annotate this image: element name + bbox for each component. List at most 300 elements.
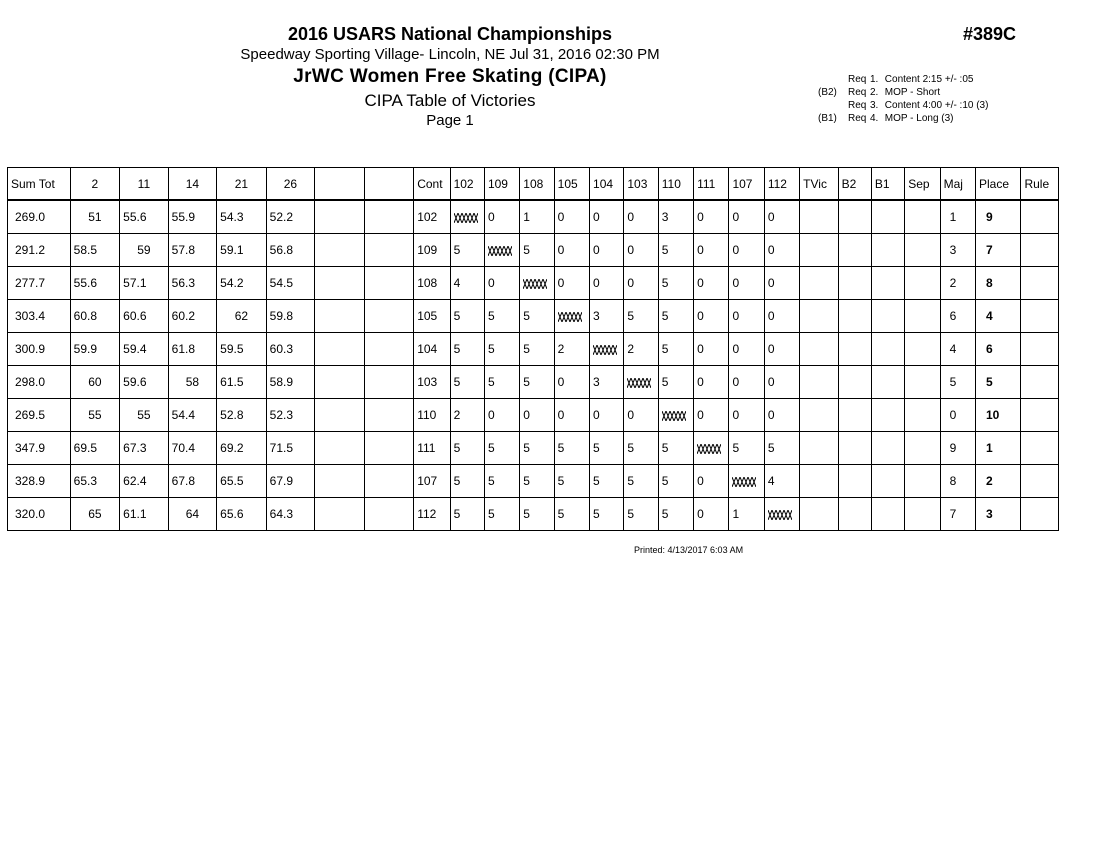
self-cell-mark (732, 474, 756, 488)
column-header: 112 (764, 168, 799, 201)
table-cell: 0 (590, 399, 624, 432)
table-cell (315, 465, 365, 498)
table-cell: 0 (764, 234, 799, 267)
table-cell: 112 (414, 498, 450, 531)
table-cell: 58.5 (70, 234, 120, 267)
table-cell: 104 (414, 333, 450, 366)
cross-mark-icon (627, 378, 651, 388)
table-cell: 0 (694, 465, 729, 498)
table-cell: 5 (658, 234, 693, 267)
table-cell: 0 (764, 300, 799, 333)
table-cell: 0 (484, 399, 519, 432)
table-cell: 0 (764, 399, 799, 432)
table-cell (315, 498, 365, 531)
table-cell (871, 300, 904, 333)
table-cell (315, 300, 365, 333)
table-cell: 62 (217, 300, 267, 333)
table-cell: 103 (414, 366, 450, 399)
column-header: Rule (1021, 168, 1059, 201)
table-cell: 0 (764, 267, 799, 300)
column-header: 111 (694, 168, 729, 201)
table-cell: 0 (694, 267, 729, 300)
table-cell (838, 399, 871, 432)
table-cell (838, 234, 871, 267)
table-cell (1021, 399, 1059, 432)
table-cell: 8 (975, 267, 1020, 300)
table-cell (800, 333, 838, 366)
table-cell (905, 300, 940, 333)
requirement-req: Req (848, 113, 867, 124)
requirement-req: Req (848, 74, 867, 85)
table-cell: 61.8 (168, 333, 217, 366)
table-cell: 320.0 (8, 498, 71, 531)
table-cell: 5 (450, 366, 484, 399)
table-cell: 56.3 (168, 267, 217, 300)
table-cell: 5 (940, 366, 975, 399)
column-header: 105 (554, 168, 589, 201)
table-cell: 0 (694, 366, 729, 399)
table-of-victories (7, 167, 1059, 531)
table-cell: 60 (70, 366, 120, 399)
table-cell (520, 267, 554, 300)
table-cell: 5 (450, 333, 484, 366)
table-cell (729, 465, 764, 498)
column-header: 107 (729, 168, 764, 201)
table-cell (315, 366, 365, 399)
table-cell (315, 267, 365, 300)
table-cell: 5 (554, 465, 589, 498)
table-cell: 5 (624, 300, 658, 333)
table-cell: 5 (590, 465, 624, 498)
table-cell: 0 (624, 234, 658, 267)
self-cell-mark (627, 375, 651, 389)
table-cell (871, 498, 904, 531)
table-cell: 2 (975, 465, 1020, 498)
table-cell (800, 234, 838, 267)
column-header: 110 (658, 168, 693, 201)
table-cell: 5 (554, 432, 589, 465)
table-cell: 55.9 (168, 200, 217, 234)
column-header: 26 (266, 168, 315, 201)
table-cell (905, 267, 940, 300)
column-header: 21 (217, 168, 267, 201)
cross-mark-icon (593, 345, 617, 355)
table-cell: 0 (590, 234, 624, 267)
table-cell: 54.5 (266, 267, 315, 300)
table-cell: 107 (414, 465, 450, 498)
column-header (364, 168, 414, 201)
table-cell: 51 (70, 200, 120, 234)
table-cell: 59.5 (217, 333, 267, 366)
table-cell: 55.6 (70, 267, 120, 300)
table-cell (838, 200, 871, 234)
self-cell-mark (454, 210, 478, 224)
table-cell: 111 (414, 432, 450, 465)
table-cell (800, 366, 838, 399)
table-cell: 0 (554, 366, 589, 399)
table-cell (905, 432, 940, 465)
table-cell: 60.8 (70, 300, 120, 333)
column-header: Place (975, 168, 1020, 201)
table-cell: 0 (694, 399, 729, 432)
table-cell: 52.3 (266, 399, 315, 432)
self-cell-mark (558, 309, 582, 323)
table-cell: 9 (975, 200, 1020, 234)
table-cell: 5 (520, 465, 554, 498)
table-cell (871, 234, 904, 267)
table-cell: 0 (694, 333, 729, 366)
table-row (8, 267, 1059, 300)
cross-mark-icon (488, 246, 512, 256)
table-cell (1021, 234, 1059, 267)
table-cell: 0 (694, 498, 729, 531)
table-cell: 269.0 (8, 200, 71, 234)
table-cell (871, 267, 904, 300)
table-cell: 70.4 (168, 432, 217, 465)
table-cell: 5 (658, 432, 693, 465)
table-cell: 0 (624, 399, 658, 432)
table-cell (905, 498, 940, 531)
requirement-num: 4. (870, 113, 879, 124)
table-cell: 0 (729, 234, 764, 267)
table-cell: 58 (168, 366, 217, 399)
table-cell: 5 (520, 234, 554, 267)
table-cell: 55.6 (120, 200, 169, 234)
table-row (8, 399, 1059, 432)
table-cell (905, 200, 940, 234)
table-cell: 0 (624, 267, 658, 300)
table-cell (871, 399, 904, 432)
table-cell: 0 (484, 200, 519, 234)
table-cell: 5 (624, 432, 658, 465)
table-cell: 3 (658, 200, 693, 234)
column-header: 14 (168, 168, 217, 201)
table-cell: 5 (520, 498, 554, 531)
table-cell (838, 432, 871, 465)
event-name: JrWC Women Free Skating (CIPA) (293, 66, 607, 87)
table-cell: 0 (729, 267, 764, 300)
table-cell (364, 432, 414, 465)
table-cell: 102 (414, 200, 450, 234)
table-cell (800, 465, 838, 498)
table-cell: 9 (940, 432, 975, 465)
table-cell: 0 (764, 333, 799, 366)
cross-mark-icon (523, 279, 547, 289)
table-cell: 5 (484, 465, 519, 498)
self-cell-mark (593, 342, 617, 356)
table-cell (1021, 267, 1059, 300)
requirement-text: MOP - Short (884, 87, 941, 98)
table-cell: 5 (729, 432, 764, 465)
table-cell: 0 (729, 333, 764, 366)
table-cell (364, 300, 414, 333)
table-cell: 0 (729, 300, 764, 333)
table-cell: 67.3 (120, 432, 169, 465)
table-row (8, 200, 1059, 234)
table-cell: 5 (975, 366, 1020, 399)
table-cell: 0 (590, 267, 624, 300)
table-cell (364, 267, 414, 300)
column-header: Maj (940, 168, 975, 201)
table-cell: 0 (554, 234, 589, 267)
table-cell: 5 (520, 300, 554, 333)
table-cell (871, 432, 904, 465)
cross-mark-icon (454, 213, 478, 223)
table-cell (1021, 333, 1059, 366)
table-cell (838, 465, 871, 498)
table-cell: 65.3 (70, 465, 120, 498)
table-cell: 1 (729, 498, 764, 531)
table-cell: 59.9 (70, 333, 120, 366)
table-cell (800, 498, 838, 531)
table-cell: 0 (729, 200, 764, 234)
table-cell: 56.8 (266, 234, 315, 267)
table-cell: 57.8 (168, 234, 217, 267)
table-cell: 52.2 (266, 200, 315, 234)
self-cell-mark (488, 243, 512, 257)
table-cell: 3 (975, 498, 1020, 531)
requirement-num: 1. (870, 74, 879, 85)
column-header: TVic (800, 168, 838, 201)
table-cell: 5 (658, 300, 693, 333)
table-cell (838, 498, 871, 531)
table-cell: 57.1 (120, 267, 169, 300)
table-cell: 69.5 (70, 432, 120, 465)
table-cell (364, 234, 414, 267)
table-cell: 300.9 (8, 333, 71, 366)
table-cell: 59.1 (217, 234, 267, 267)
table-cell: 64 (168, 498, 217, 531)
table-cell (624, 366, 658, 399)
column-header: 109 (484, 168, 519, 201)
table-cell: 71.5 (266, 432, 315, 465)
cross-mark-icon (732, 477, 756, 487)
table-cell (315, 432, 365, 465)
table-cell (1021, 200, 1059, 234)
table-cell: 54.3 (217, 200, 267, 234)
column-header: 2 (70, 168, 120, 201)
table-cell: 4 (764, 465, 799, 498)
table-cell: 5 (554, 498, 589, 531)
table-cell (364, 333, 414, 366)
table-cell (871, 333, 904, 366)
table-cell: 105 (414, 300, 450, 333)
table-cell: 5 (484, 432, 519, 465)
requirement-code: (B2) (818, 87, 837, 98)
cross-mark-icon (558, 312, 582, 322)
requirement-text: Content 2:15 +/- :05 (884, 74, 974, 85)
table-cell: 5 (450, 234, 484, 267)
table-cell: 5 (658, 333, 693, 366)
table-cell: 5 (484, 498, 519, 531)
table-cell: 65.6 (217, 498, 267, 531)
table-cell (364, 366, 414, 399)
table-cell: 61.5 (217, 366, 267, 399)
table-cell: 5 (590, 498, 624, 531)
column-header: 103 (624, 168, 658, 201)
table-cell (905, 333, 940, 366)
table-cell: 0 (484, 267, 519, 300)
table-cell: 0 (520, 399, 554, 432)
table-cell (694, 432, 729, 465)
requirement-req: Req (848, 100, 867, 111)
table-cell: 5 (764, 432, 799, 465)
table-cell: 60.2 (168, 300, 217, 333)
table-cell: 58.9 (266, 366, 315, 399)
column-header: 102 (450, 168, 484, 201)
table-cell (1021, 366, 1059, 399)
column-header: 11 (120, 168, 169, 201)
table-cell: 0 (729, 399, 764, 432)
table-row (8, 432, 1059, 465)
table-row (8, 333, 1059, 366)
self-cell-mark (697, 441, 721, 455)
table-cell: 54.4 (168, 399, 217, 432)
table-cell: 4 (940, 333, 975, 366)
column-header: Sum Tot (8, 168, 71, 201)
table-cell: 0 (624, 200, 658, 234)
self-cell-mark (523, 276, 547, 290)
table-cell (1021, 465, 1059, 498)
table-cell: 59.6 (120, 366, 169, 399)
table-cell: 3 (940, 234, 975, 267)
table-cell: 5 (450, 465, 484, 498)
table-cell: 4 (975, 300, 1020, 333)
table-cell: 5 (484, 333, 519, 366)
table-cell: 59.8 (266, 300, 315, 333)
table-cell: 1 (940, 200, 975, 234)
table-cell (800, 267, 838, 300)
table-cell: 6 (940, 300, 975, 333)
table-cell (800, 200, 838, 234)
table-cell: 5 (658, 267, 693, 300)
table-cell (800, 399, 838, 432)
table-cell: 54.2 (217, 267, 267, 300)
table-cell: 0 (940, 399, 975, 432)
table-cell: 8 (940, 465, 975, 498)
table-cell (315, 399, 365, 432)
table-cell: 0 (729, 366, 764, 399)
requirement-line (818, 113, 954, 124)
table-cell (1021, 300, 1059, 333)
table-cell: 328.9 (8, 465, 71, 498)
table-cell: 62.4 (120, 465, 169, 498)
table-cell: 5 (658, 498, 693, 531)
requirement-req: Req (848, 87, 867, 98)
table-cell: 347.9 (8, 432, 71, 465)
table-cell: 4 (450, 267, 484, 300)
table-cell (905, 399, 940, 432)
column-header: 108 (520, 168, 554, 201)
table-cell (1021, 432, 1059, 465)
table-cell: 5 (484, 300, 519, 333)
printed-timestamp: Printed: 4/13/2017 6:03 AM (634, 545, 744, 555)
table-cell: 52.8 (217, 399, 267, 432)
requirement-code: (B1) (818, 113, 837, 124)
table-cell (315, 333, 365, 366)
table-cell (871, 366, 904, 399)
table-cell: 1 (975, 432, 1020, 465)
table-cell: 10 (975, 399, 1020, 432)
table-cell: 0 (764, 200, 799, 234)
table-cell: 291.2 (8, 234, 71, 267)
venue-date-line: Speedway Sporting Village- Lincoln, NE Jul 31, 2016 02:30 PM (240, 46, 660, 63)
table-cell: 5 (658, 366, 693, 399)
table-cell: 5 (590, 432, 624, 465)
table-cell (905, 366, 940, 399)
requirement-line (818, 87, 940, 98)
requirement-text: Content 4:00 +/- :10 (3) (884, 100, 989, 111)
column-header: B2 (838, 168, 871, 201)
column-header: 104 (590, 168, 624, 201)
table-cell (450, 200, 484, 234)
table-cell: 2 (554, 333, 589, 366)
table-cell: 2 (624, 333, 658, 366)
table-cell: 5 (450, 498, 484, 531)
table-cell: 7 (975, 234, 1020, 267)
table-cell (871, 200, 904, 234)
table-cell (800, 432, 838, 465)
table-cell: 5 (484, 366, 519, 399)
table-cell: 5 (520, 333, 554, 366)
table-cell: 60.3 (266, 333, 315, 366)
table-cell (364, 465, 414, 498)
table-cell (658, 399, 693, 432)
table-cell: 5 (520, 432, 554, 465)
table-cell: 59 (120, 234, 169, 267)
table-cell: 67.9 (266, 465, 315, 498)
table-cell (764, 498, 799, 531)
table-cell: 61.1 (120, 498, 169, 531)
table-cell: 5 (658, 465, 693, 498)
self-cell-mark (768, 507, 792, 521)
table-cell: 5 (450, 432, 484, 465)
table-cell: 55 (70, 399, 120, 432)
cross-mark-icon (768, 510, 792, 520)
table-cell: 109 (414, 234, 450, 267)
requirement-text: MOP - Long (3) (884, 113, 954, 124)
requirement-num: 2. (870, 87, 879, 98)
table-cell: 0 (590, 200, 624, 234)
requirement-line (818, 74, 973, 85)
table-cell (364, 498, 414, 531)
cross-mark-icon (662, 411, 686, 421)
table-cell: 64.3 (266, 498, 315, 531)
table-cell: 67.8 (168, 465, 217, 498)
event-number: #389C (963, 24, 1017, 44)
table-cell (905, 234, 940, 267)
table-cell (838, 300, 871, 333)
table-cell (800, 300, 838, 333)
table-cell (1021, 498, 1059, 531)
page-number: Page 1 (426, 112, 474, 129)
table-title: CIPA Table of Victories (364, 91, 536, 110)
table-cell: 5 (624, 465, 658, 498)
table-cell: 7 (940, 498, 975, 531)
table-cell: 3 (590, 300, 624, 333)
table-row (8, 465, 1059, 498)
table-cell: 65.5 (217, 465, 267, 498)
table-cell: 5 (450, 300, 484, 333)
table-cell: 108 (414, 267, 450, 300)
requirement-num: 3. (870, 100, 879, 111)
table-cell: 6 (975, 333, 1020, 366)
table-cell: 0 (554, 200, 589, 234)
table-cell (484, 234, 519, 267)
table-row (8, 366, 1059, 399)
table-cell: 5 (624, 498, 658, 531)
table-cell: 1 (520, 200, 554, 234)
